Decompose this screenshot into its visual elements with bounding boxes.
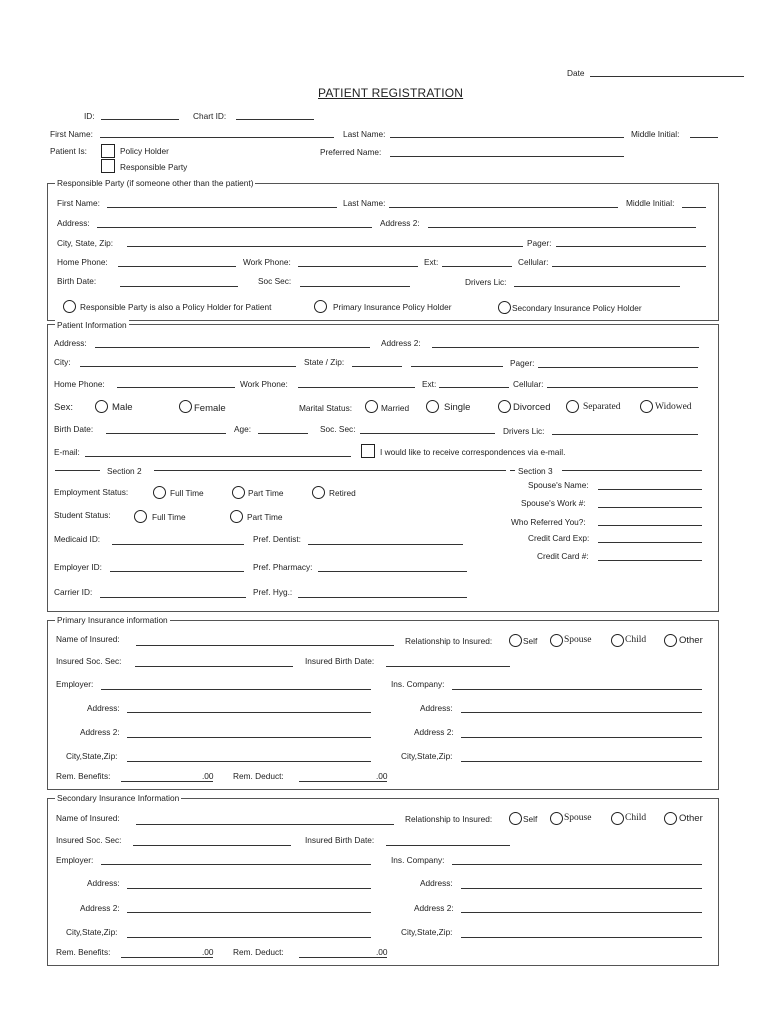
rp-primary-holder-label: Primary Insurance Policy Holder bbox=[333, 302, 452, 312]
preferred-name-label: Preferred Name: bbox=[320, 147, 382, 157]
preferred-name-field[interactable] bbox=[390, 156, 624, 157]
pri-rem-deduct-label: Rem. Deduct: bbox=[233, 771, 284, 781]
student-status-label: Student Status: bbox=[54, 510, 111, 520]
spouse-work-label: Spouse's Work #: bbox=[521, 498, 586, 508]
rp-work-phone-field[interactable] bbox=[298, 266, 418, 267]
pt-home-phone-field[interactable] bbox=[117, 387, 235, 388]
first-name-field[interactable] bbox=[100, 137, 334, 138]
sec-rem-deduct-label: Rem. Deduct: bbox=[233, 947, 284, 957]
pri-other-radio[interactable] bbox=[664, 634, 677, 647]
medicaid-id-label: Medicaid ID: bbox=[54, 534, 101, 544]
rp-ext-field[interactable] bbox=[442, 266, 512, 267]
email-opt-in-label: I would like to receive correspondences via e-mail. bbox=[380, 447, 566, 457]
male-label: Male bbox=[112, 402, 133, 413]
cc-exp-field[interactable] bbox=[598, 542, 702, 543]
rp-first-name-field[interactable] bbox=[107, 207, 337, 208]
chart-id-label: Chart ID: bbox=[193, 111, 227, 121]
pri-employer-field[interactable] bbox=[101, 689, 371, 690]
middle-initial-label: Middle Initial: bbox=[631, 129, 680, 139]
pri-rem-benefits-field[interactable] bbox=[121, 781, 213, 782]
referred-by-field[interactable] bbox=[598, 525, 702, 526]
sec-soc-label: Insured Soc. Sec: bbox=[56, 835, 122, 845]
pri-birth-label: Insured Birth Date: bbox=[305, 656, 375, 666]
pt-cellular-field[interactable] bbox=[547, 387, 698, 388]
sec-rem-benefits-label: Rem. Benefits: bbox=[56, 947, 111, 957]
stu-full-time-radio[interactable] bbox=[134, 510, 147, 523]
married-label: Married bbox=[381, 403, 410, 413]
stu-full-time-label: Full Time bbox=[152, 512, 186, 522]
pt-cellular-label: Cellular: bbox=[513, 379, 544, 389]
employment-status-label: Employment Status: bbox=[54, 487, 129, 497]
pt-address-label: Address: bbox=[54, 338, 87, 348]
rp-primary-holder-radio[interactable] bbox=[314, 300, 327, 313]
pt-city-label: City: bbox=[54, 357, 71, 367]
section3-rule-left bbox=[510, 470, 515, 471]
rp-pager-field[interactable] bbox=[556, 246, 706, 247]
sec-child-label: Child bbox=[625, 813, 647, 823]
pt-address-field[interactable] bbox=[95, 347, 370, 348]
section2-label: Section 2 bbox=[107, 466, 142, 476]
patient-information-legend: Patient Information bbox=[57, 320, 127, 330]
separated-radio[interactable] bbox=[566, 400, 579, 413]
sec-city-field[interactable] bbox=[127, 937, 371, 938]
rp-drivers-lic-label: Drivers Lic: bbox=[465, 277, 507, 287]
rp-last-name-field[interactable] bbox=[389, 207, 618, 208]
sec-employer-label: Employer: bbox=[56, 855, 94, 865]
sec-self-label: Self bbox=[523, 814, 538, 824]
divorced-radio[interactable] bbox=[498, 400, 511, 413]
section2-rule-left bbox=[55, 470, 100, 471]
cc-number-field[interactable] bbox=[598, 560, 702, 561]
pri-rem-benefits-cents: .00 bbox=[202, 771, 214, 781]
rp-birth-date-field[interactable] bbox=[120, 286, 238, 287]
sec-ins-city-field[interactable] bbox=[461, 937, 702, 938]
sec-ins-city-label: City,State,Zip: bbox=[401, 927, 453, 937]
pref-hyg-field[interactable] bbox=[298, 597, 467, 598]
responsible-party-label: Responsible Party bbox=[120, 162, 188, 172]
rp-cellular-label: Cellular: bbox=[518, 257, 549, 267]
pri-name-insured-field[interactable] bbox=[136, 645, 394, 646]
rp-soc-sec-field[interactable] bbox=[300, 286, 410, 287]
sec-ins-company-label: Ins. Company: bbox=[391, 855, 445, 865]
responsible-party-legend: Responsible Party (if someone other than the patient) bbox=[57, 178, 254, 188]
female-radio[interactable] bbox=[179, 400, 192, 413]
sec-address-field[interactable] bbox=[127, 888, 371, 889]
sec-name-insured-label: Name of Insured: bbox=[56, 813, 120, 823]
section2-rule-right bbox=[154, 470, 506, 471]
pref-pharmacy-field[interactable] bbox=[318, 571, 467, 572]
pt-email-label: E-mail: bbox=[54, 447, 80, 457]
rp-drivers-lic-field[interactable] bbox=[514, 286, 680, 287]
single-label: Single bbox=[444, 402, 471, 413]
id-label: ID: bbox=[84, 111, 95, 121]
rp-home-phone-label: Home Phone: bbox=[57, 257, 108, 267]
sec-child-radio[interactable] bbox=[611, 812, 624, 825]
rp-last-name-label: Last Name: bbox=[343, 198, 386, 208]
sec-ins-address-label: Address: bbox=[420, 878, 453, 888]
emp-full-time-label: Full Time bbox=[170, 488, 204, 498]
secondary-insurance-legend: Secondary Insurance Information bbox=[57, 793, 180, 803]
emp-full-time-radio[interactable] bbox=[153, 486, 166, 499]
employer-id-label: Employer ID: bbox=[54, 562, 102, 572]
pri-ins-company-label: Ins. Company: bbox=[391, 679, 445, 689]
sec-rem-deduct-field[interactable] bbox=[299, 957, 387, 958]
widowed-label: Widowed bbox=[655, 402, 692, 412]
pri-other-label: Other bbox=[679, 635, 703, 646]
rp-address-field[interactable] bbox=[97, 227, 372, 228]
pt-email-field[interactable] bbox=[85, 456, 351, 457]
carrier-id-label: Carrier ID: bbox=[54, 587, 93, 597]
pt-drivers-lic-label: Drivers Lic: bbox=[503, 426, 545, 436]
patient-is-label: Patient Is: bbox=[50, 146, 87, 156]
spouse-name-label: Spouse's Name: bbox=[528, 480, 589, 490]
pt-address2-field[interactable] bbox=[432, 347, 699, 348]
primary-insurance-legend: Primary Insurance information bbox=[57, 615, 168, 625]
sec-address2-field[interactable] bbox=[127, 912, 371, 913]
pt-pager-label: Pager: bbox=[510, 358, 535, 368]
sec-self-radio[interactable] bbox=[509, 812, 522, 825]
rp-secondary-holder-radio[interactable] bbox=[498, 301, 511, 314]
pri-self-radio[interactable] bbox=[509, 634, 522, 647]
rp-cellular-field[interactable] bbox=[552, 266, 706, 267]
sec-other-label: Other bbox=[679, 813, 703, 824]
referred-by-label: Who Referred You?: bbox=[511, 517, 586, 527]
pri-employer-label: Employer: bbox=[56, 679, 94, 689]
sec-city-label: City,State,Zip: bbox=[66, 927, 118, 937]
sec-birth-field[interactable] bbox=[386, 845, 510, 846]
rp-also-holder-label: Responsible Party is also a Policy Holder for Patient bbox=[80, 302, 272, 312]
pt-state-zip-label: State / Zip: bbox=[304, 357, 345, 367]
pri-spouse-radio[interactable] bbox=[550, 634, 563, 647]
id-field[interactable] bbox=[101, 119, 179, 120]
pri-name-insured-label: Name of Insured: bbox=[56, 634, 120, 644]
pt-age-label: Age: bbox=[234, 424, 252, 434]
pt-city-field[interactable] bbox=[80, 366, 296, 367]
stu-part-time-radio[interactable] bbox=[230, 510, 243, 523]
pt-work-phone-label: Work Phone: bbox=[240, 379, 288, 389]
last-name-field[interactable] bbox=[390, 137, 624, 138]
sec-soc-field[interactable] bbox=[133, 845, 291, 846]
pt-home-phone-label: Home Phone: bbox=[54, 379, 105, 389]
rp-ext-label: Ext: bbox=[424, 257, 439, 267]
sec-ins-address2-field[interactable] bbox=[461, 912, 702, 913]
rp-city-label: City, State, Zip: bbox=[57, 238, 114, 248]
rp-secondary-holder-label: Secondary Insurance Policy Holder bbox=[512, 303, 642, 313]
last-name-label: Last Name: bbox=[343, 129, 386, 139]
sec-other-radio[interactable] bbox=[664, 812, 677, 825]
pt-ext-label: Ext: bbox=[422, 379, 437, 389]
pt-zip-field[interactable] bbox=[411, 366, 503, 367]
pri-ins-address-label: Address: bbox=[420, 703, 453, 713]
date-label: Date bbox=[567, 68, 585, 78]
sec-name-insured-field[interactable] bbox=[136, 824, 394, 825]
pri-city-label: City,State,Zip: bbox=[66, 751, 118, 761]
pt-state-field[interactable] bbox=[352, 366, 402, 367]
pref-hyg-label: Pref. Hyg.: bbox=[253, 587, 293, 597]
divorced-label: Divorced bbox=[513, 402, 551, 413]
pt-soc-sec-label: Soc. Sec: bbox=[320, 424, 356, 434]
pt-marital-label: Marital Status: bbox=[299, 403, 353, 413]
emp-retired-label: Retired bbox=[329, 488, 356, 498]
pri-birth-field[interactable] bbox=[386, 666, 510, 667]
sec-rem-deduct-cents: .00 bbox=[376, 947, 388, 957]
pref-dentist-label: Pref. Dentist: bbox=[253, 534, 301, 544]
rp-soc-sec-label: Soc Sec: bbox=[258, 276, 292, 286]
pri-child-radio[interactable] bbox=[611, 634, 624, 647]
pt-work-phone-field[interactable] bbox=[298, 387, 415, 388]
sec-rem-benefits-cents: .00 bbox=[202, 947, 214, 957]
sec-address-label: Address: bbox=[87, 878, 120, 888]
emp-part-time-radio[interactable] bbox=[232, 486, 245, 499]
pri-soc-field[interactable] bbox=[135, 666, 293, 667]
pri-spouse-label: Spouse bbox=[564, 635, 592, 645]
pri-ins-city-field[interactable] bbox=[461, 761, 702, 762]
pri-child-label: Child bbox=[625, 635, 647, 645]
emp-retired-radio[interactable] bbox=[312, 486, 325, 499]
email-opt-in-checkbox[interactable] bbox=[361, 444, 375, 458]
employer-id-field[interactable] bbox=[110, 571, 244, 572]
emp-part-time-label: Part Time bbox=[248, 488, 284, 498]
pri-self-label: Self bbox=[523, 636, 538, 646]
pt-pager-field[interactable] bbox=[538, 367, 698, 368]
first-name-label: First Name: bbox=[50, 129, 93, 139]
sec-spouse-radio[interactable] bbox=[550, 812, 563, 825]
pt-birth-date-field[interactable] bbox=[106, 433, 226, 434]
pt-drivers-lic-field[interactable] bbox=[552, 434, 698, 435]
sec-relationship-label: Relationship to Insured: bbox=[405, 814, 493, 824]
rp-address2-field[interactable] bbox=[428, 227, 696, 228]
cc-number-label: Credit Card #: bbox=[537, 551, 589, 561]
pri-rem-benefits-label: Rem. Benefits: bbox=[56, 771, 111, 781]
sec-employer-field[interactable] bbox=[101, 864, 371, 865]
pt-age-field[interactable] bbox=[258, 433, 308, 434]
widowed-radio[interactable] bbox=[640, 400, 653, 413]
sec-ins-company-field[interactable] bbox=[452, 864, 702, 865]
male-radio[interactable] bbox=[95, 400, 108, 413]
pt-soc-sec-field[interactable] bbox=[360, 433, 495, 434]
pt-birth-date-label: Birth Date: bbox=[54, 424, 94, 434]
pri-soc-label: Insured Soc. Sec: bbox=[56, 656, 122, 666]
sec-birth-label: Insured Birth Date: bbox=[305, 835, 375, 845]
pt-sex-label: Sex: bbox=[54, 402, 74, 413]
page-title: PATIENT REGISTRATION bbox=[318, 86, 464, 100]
spouse-work-field[interactable] bbox=[598, 507, 702, 508]
pt-ext-field[interactable] bbox=[439, 387, 509, 388]
rp-birth-date-label: Birth Date: bbox=[57, 276, 97, 286]
pri-address-label: Address: bbox=[87, 703, 120, 713]
rp-first-name-label: First Name: bbox=[57, 198, 100, 208]
female-label: Female bbox=[194, 403, 226, 414]
rp-middle-initial-label: Middle Initial: bbox=[626, 198, 675, 208]
middle-initial-field[interactable] bbox=[690, 137, 718, 138]
pri-city-field[interactable] bbox=[127, 761, 371, 762]
pri-ins-address2-label: Address 2: bbox=[414, 727, 454, 737]
single-radio[interactable] bbox=[426, 400, 439, 413]
sec-ins-address-field[interactable] bbox=[461, 888, 702, 889]
sec-spouse-label: Spouse bbox=[564, 813, 592, 823]
pri-ins-company-field[interactable] bbox=[452, 689, 702, 690]
pri-address2-label: Address 2: bbox=[80, 727, 120, 737]
rp-address2-label: Address 2: bbox=[380, 218, 420, 228]
chart-id-field[interactable] bbox=[236, 119, 314, 120]
pri-ins-address-field[interactable] bbox=[461, 712, 702, 713]
pri-ins-city-label: City,State,Zip: bbox=[401, 751, 453, 761]
pri-address-field[interactable] bbox=[127, 712, 371, 713]
pri-relationship-label: Relationship to Insured: bbox=[405, 636, 493, 646]
medicaid-id-field[interactable] bbox=[112, 544, 244, 545]
policy-holder-checkbox[interactable] bbox=[101, 144, 115, 158]
pri-rem-deduct-field[interactable] bbox=[299, 781, 387, 782]
sec-ins-address2-label: Address 2: bbox=[414, 903, 454, 913]
date-field[interactable] bbox=[590, 76, 744, 77]
pref-dentist-field[interactable] bbox=[308, 544, 463, 545]
stu-part-time-label: Part Time bbox=[247, 512, 283, 522]
sec-address2-label: Address 2: bbox=[80, 903, 120, 913]
responsible-party-checkbox[interactable] bbox=[101, 159, 115, 173]
pref-pharmacy-label: Pref. Pharmacy: bbox=[253, 562, 313, 572]
rp-middle-initial-field[interactable] bbox=[682, 207, 706, 208]
policy-holder-label: Policy Holder bbox=[120, 146, 169, 156]
pri-address2-field[interactable] bbox=[127, 737, 371, 738]
cc-exp-label: Credit Card Exp: bbox=[528, 533, 590, 543]
rp-also-holder-radio[interactable] bbox=[63, 300, 76, 313]
rp-work-phone-label: Work Phone: bbox=[243, 257, 291, 267]
pri-rem-deduct-cents: .00 bbox=[376, 771, 388, 781]
pt-address2-label: Address 2: bbox=[381, 338, 421, 348]
separated-label: Separated bbox=[583, 402, 621, 412]
sec-rem-benefits-field[interactable] bbox=[121, 957, 213, 958]
rp-city-field[interactable] bbox=[127, 246, 523, 247]
rp-address-label: Address: bbox=[57, 218, 90, 228]
section3-label: Section 3 bbox=[518, 466, 553, 476]
rp-home-phone-field[interactable] bbox=[118, 266, 236, 267]
married-radio[interactable] bbox=[365, 400, 378, 413]
carrier-id-field[interactable] bbox=[100, 597, 246, 598]
spouse-name-field[interactable] bbox=[598, 489, 702, 490]
section3-rule-right bbox=[562, 470, 702, 471]
pri-ins-address2-field[interactable] bbox=[461, 737, 702, 738]
rp-pager-label: Pager: bbox=[527, 238, 552, 248]
